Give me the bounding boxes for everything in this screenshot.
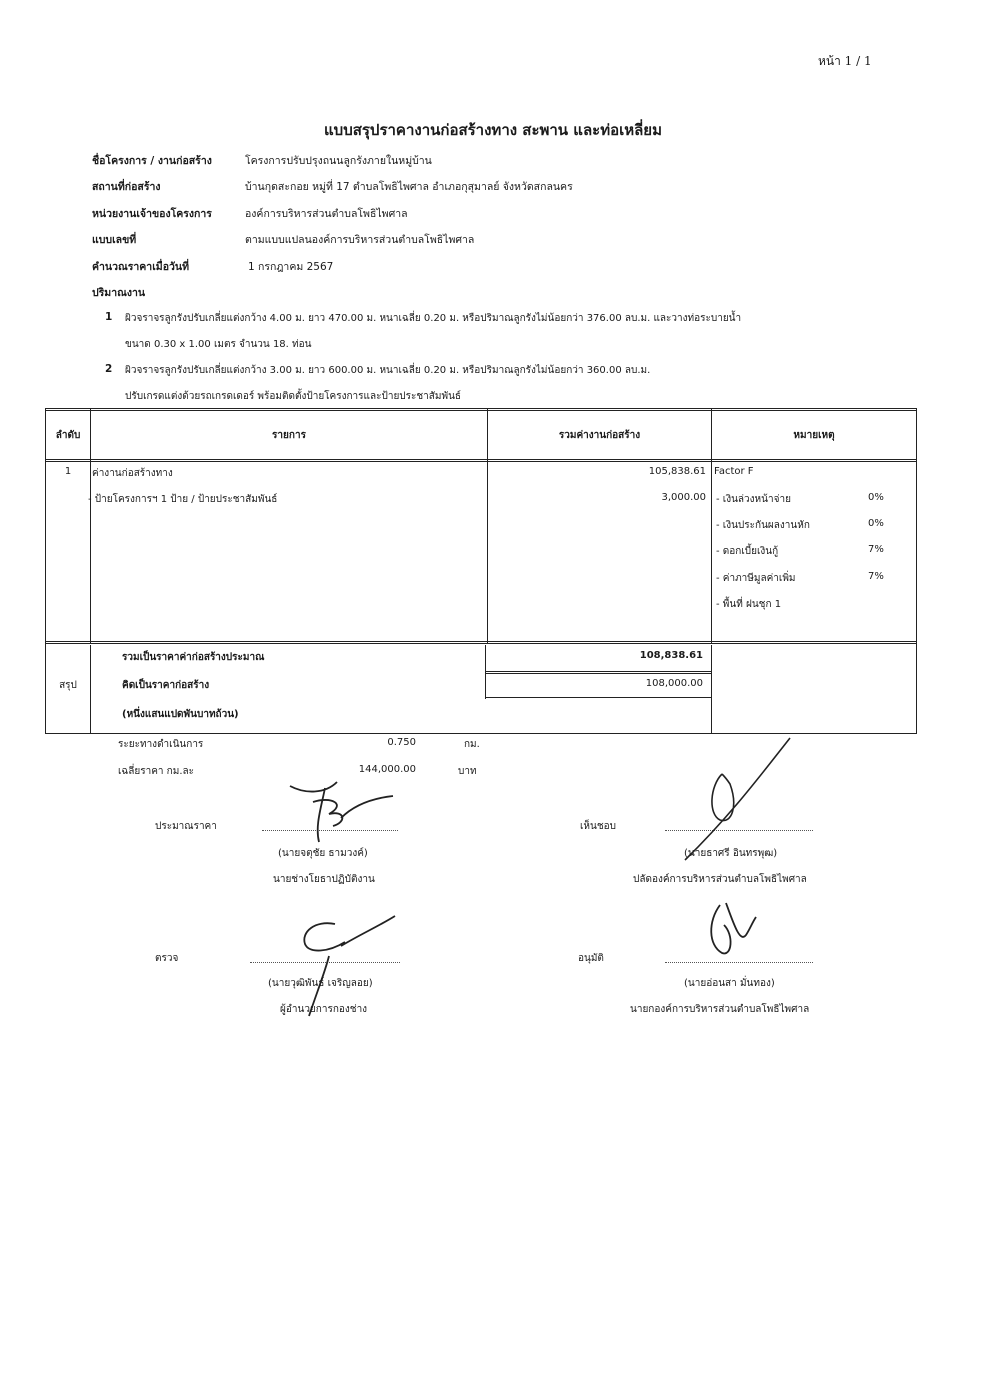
quantity-heading: ปริมาณงาน bbox=[92, 287, 146, 299]
final-price-label: คิดเป็นราคาก่อสร้าง bbox=[122, 680, 210, 691]
remark-4-value: 7% bbox=[868, 571, 884, 582]
checker-role: ตรวจ bbox=[155, 953, 179, 964]
remark-3-label: - ดอกเบี้ยเงินกู้ bbox=[716, 546, 779, 557]
avg-price-value: 144,000.00 bbox=[358, 764, 416, 775]
checker-name: (นายวุฒิพันธ์ เจริญลอย) bbox=[268, 978, 373, 989]
remark-1-label: - เงินล่วงหน้าจ่าย bbox=[716, 494, 791, 505]
remark-5-label: - พื้นที่ ฝนชุก 1 bbox=[716, 599, 782, 610]
distance-label: ระยะทางดำเนินการ bbox=[118, 739, 204, 750]
endorser-position: ปลัดองค์การบริหารส่วนตำบลโพธิไพศาล bbox=[633, 874, 807, 885]
page-number: หน้า 1 / 1 bbox=[818, 54, 872, 68]
amount-in-words: (หนึ่งแสนแปดพันบาทถ้วน) bbox=[122, 709, 239, 720]
remark-2-label: - เงินประกันผลงานหัก bbox=[716, 520, 810, 531]
total-value: 108,838.61 bbox=[639, 650, 703, 661]
drawing-no-label: แบบเลขที่ bbox=[92, 234, 137, 246]
drawing-no-value: ตามแบบแปลนองค์การบริหารส่วนตำบลโพธิไพศาล bbox=[245, 234, 475, 246]
header-no: ลำดับ bbox=[55, 430, 81, 441]
agency-label: หน่วยงานเจ้าของโครงการ bbox=[92, 208, 212, 220]
endorser-name: (นายธาศรี อินทรพุฒ) bbox=[684, 848, 778, 859]
endorser-role: เห็นชอบ bbox=[580, 821, 616, 832]
calc-date-value: 1 กรกฎาคม 2567 bbox=[248, 261, 334, 273]
quantity-2-line2: ปรับเกรดแต่งด้วยรถเกรดเดอร์ พร้อมติดตั้งป้ายโครงการและป้ายประชาสัมพันธ์ bbox=[125, 391, 462, 402]
project-name-label: ชื่อโครงการ / งานก่อสร้าง bbox=[92, 155, 212, 167]
remark-1-value: 0% bbox=[868, 492, 884, 503]
distance-value: 0.750 bbox=[387, 737, 416, 748]
location-value: บ้านกุดสะกอย หมู่ที่ 17 ตำบลโพธิไพศาล อำเภอกุสุมาลย์ จังหวัดสกลนคร bbox=[245, 181, 573, 193]
checker-position: ผู้อำนวยการกองช่าง bbox=[280, 1004, 368, 1015]
total-label: รวมเป็นราคาค่าก่อสร้างประมาณ bbox=[122, 652, 265, 663]
calc-date-label: คำนวณราคาเมื่อวันที่ bbox=[92, 261, 190, 273]
quantity-2-number: 2 bbox=[105, 363, 113, 375]
quantity-2-line1: ผิวจราจรลูกรังปรับเกลี่ยแต่งกว้าง 3.00 ม. ยาว 600.00 ม. หนาเฉลี่ย 0.20 ม. หรือปริมาณลูกรังไม่น้อยกว่า 360.00 ลบ.ม. bbox=[125, 365, 651, 376]
quantity-1-line2: ขนาด 0.30 x 1.00 เมตร จำนวน 18. ท่อน bbox=[125, 339, 312, 350]
approver-position: นายกองค์การบริหารส่วนตำบลโพธิไพศาล bbox=[630, 1004, 810, 1015]
header-total: รวมค่างานก่อสร้าง bbox=[558, 430, 641, 441]
document-title: แบบสรุปราคางานก่อสร้างทาง สะพาน และท่อเหลี่ยม bbox=[324, 121, 662, 139]
quantity-1-line1: ผิวจราจรลูกรังปรับเกลี่ยแต่งกว้าง 4.00 ม. ยาว 470.00 ม. หนาเฉลี่ย 0.20 ม. หรือปริมาณลูกรังไม่น้อยกว่า 376.00 ลบ.ม. และวางท่อระบายน้ำ bbox=[125, 313, 742, 324]
estimator-role: ประมาณราคา bbox=[155, 821, 217, 832]
summary-label: สรุป bbox=[59, 680, 77, 691]
row-number: 1 bbox=[64, 466, 72, 477]
estimator-signature bbox=[285, 778, 395, 848]
item-2-amount: 3,000.00 bbox=[661, 492, 706, 503]
avg-price-label: เฉลี่ยราคา กม.ละ bbox=[118, 766, 195, 777]
remark-3-value: 7% bbox=[868, 544, 884, 555]
estimator-name: (นายจตุชัย ธามวงค์) bbox=[278, 848, 368, 859]
header-item: รายการ bbox=[272, 430, 306, 441]
item-1-name: ค่างานก่อสร้างทาง bbox=[92, 468, 173, 479]
header-remark: หมายเหตุ bbox=[793, 430, 835, 441]
distance-unit: กม. bbox=[464, 739, 480, 750]
item-2-name: - ป้ายโครงการฯ 1 ป้าย / ป้ายประชาสัมพันธ์ bbox=[88, 494, 278, 505]
project-name-value: โครงการปรับปรุงถนนลูกรังภายในหมู่บ้าน bbox=[245, 155, 432, 167]
approver-name: (นายอ่อนสา มั่นทอง) bbox=[684, 978, 775, 989]
agency-value: องค์การบริหารส่วนตำบลโพธิไพศาล bbox=[245, 208, 408, 220]
final-price-value: 108,000.00 bbox=[645, 678, 703, 689]
estimator-position: นายช่างโยธาปฏิบัติงาน bbox=[273, 874, 375, 885]
approver-role: อนุมัติ bbox=[578, 953, 604, 964]
location-label: สถานที่ก่อสร้าง bbox=[92, 181, 161, 193]
remark-2-value: 0% bbox=[868, 518, 884, 529]
remark-4-label: - ค่าภาษีมูลค่าเพิ่ม bbox=[716, 573, 796, 584]
factor-f-title: Factor F bbox=[714, 466, 754, 477]
approver-signature bbox=[700, 895, 760, 965]
avg-price-unit: บาท bbox=[458, 766, 477, 777]
quantity-1-number: 1 bbox=[105, 311, 113, 323]
item-1-amount: 105,838.61 bbox=[648, 466, 706, 477]
